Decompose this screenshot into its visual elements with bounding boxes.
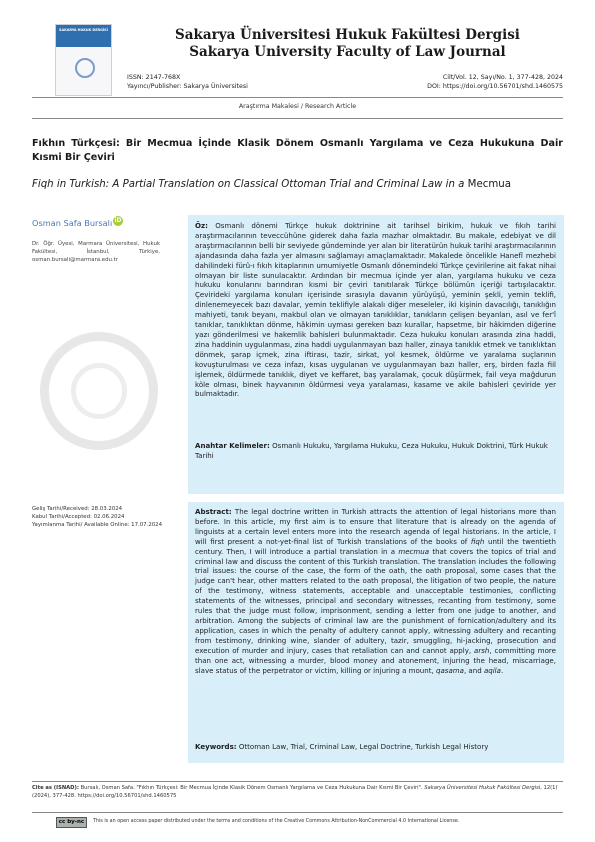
issn: ISSN: 2147-768X <box>127 74 181 81</box>
journal-title-tr: Sakarya Üniversitesi Hukuk Fakültesi Dergisi <box>175 27 520 43</box>
date-received: Geliş Tarihi/Received: 28.03.2024 <box>32 506 123 512</box>
title-en-italic: in Turkish: A Partial Translation on Classical Ottoman Trial and Criminal Law in a <box>53 179 468 190</box>
citation-journal: Sakarya Üniversitesi Hukuk Fakültesi Dergisi <box>424 785 541 791</box>
abstract-en-italic: arsh <box>474 645 490 655</box>
cover-seal-icon <box>75 58 95 78</box>
doi-link[interactable]: DOI: https://doi.org/10.56701/shd.1460575 <box>427 83 563 90</box>
abstract-en-italic: mecmua <box>398 546 430 556</box>
keywords-en-label: Keywords: <box>195 742 237 751</box>
abstract-en-italic: fiqh <box>470 536 485 546</box>
divider <box>32 118 563 119</box>
cc-license-icon[interactable]: cc by-nc <box>56 817 87 828</box>
author-name[interactable]: Osman Safa Bursalı <box>32 218 113 228</box>
volume-info: Cilt/Vol. 12, Sayı/No. 1, 377-428, 2024 <box>442 74 563 81</box>
abstract-en-text: . <box>500 665 504 675</box>
abstract-en-text: , and <box>463 665 484 675</box>
keywords-tr-text: Osmanlı Hukuku, Yargılama Hukuku, Ceza Hukuku, Hukuk Doktrini, Türk Hukuk Tarihi <box>195 441 548 460</box>
journal-cover-thumbnail <box>55 24 112 96</box>
date-accepted: Kabul Tarihi/Accepted: 02.06.2024 <box>32 514 125 521</box>
abstract-tr <box>195 221 556 399</box>
citation-text: Bursalı, Osman Safa. "Fıkhın Türkçesi: Bir Mecmua İçinde Klasik Dönem Osmanlı Yargılama ve Ceza Hukukuna Dair Kısmi Bir Çeviri". <box>78 785 425 791</box>
license-text: This is an open access paper distributed under the terms and conditions of the Creative Commons Attribution-NonCommercial 4.0 International License. <box>93 819 460 824</box>
article-dates <box>32 505 172 529</box>
citation-label: Cite as (ISNAD): <box>32 785 79 791</box>
abstract-en-text: The legal doctrine written in Turkish attracts the attention of legal historians more than before. In this article, my first aim is to ensure that literature that is already on the agenda of linguists at a certain level enters more into the research agenda of legal historians. In the article, I will first present a not-yet-final list of Turkish translations of the books of <box>195 507 556 546</box>
abstract-tr-box <box>188 215 564 494</box>
article-type: Araştırma Makalesi / Research Article <box>238 103 357 110</box>
abstract-en-label: Abstract: <box>195 507 232 516</box>
divider <box>32 812 563 813</box>
publisher: Yayıncı/Publisher: Sakarya Üniversitesi <box>127 83 248 90</box>
abstract-en-text: , committing more than one act, witnessing a murder, blood money and atonement, injuring the head, miscarriage, slave status of the perpetrator or victim, killing or injuring a mount, <box>195 645 556 675</box>
abstract-tr-text: Osmanlı dönemi Türkçe hukuk doktrinine ait tarihsel birikim, hukuk ve fıkıh tarihi araştırmacılarının teveccühüne giderek daha fazla mazhar olmaktadır. Bu makale, edebiyat ve dil araştırmacılarının belli bir seviyede gündeminde yer alan bir literatürün hukuk tarihi araştırmacılarının ajandasında daha fazla yer almasını sağlamayı amaçlamaktadır. Makalede öncelikle Hanefî mezhebi dahilindeki fürû-ı fıkıh kitaplarının umumiyetle Osmanlı dönemindeki Türkçe çevirilerine ait fakat nihai olmayan bir liste sunulacaktır. Ardından bir mecmua içinde yer alan, yargılama hukuku ve ceza hukuku konularını barındıran kısmi bir çeviri tanıtılarak Türkçe bölümün içeriği tartışılacaktır. Çevirideki yargılama konuları içerisinde sırasıyla davanın yürüyüşü, yeminin şekli, yemin teklifi, dinlenemeyecek bazı davalar, yemin teklifiyle alakalı diğer meseleler, iki kişinin davacılığı, tanıklığın mahiyeti, tanık beyanı, makbul olan ve olmayan tanıklıklar, tanıkların çelişen beyanları, asıl ve fer'î tanıklar, tanıklıktan dönme, hâkimin uyması gereken bazı kurallar, hapsetme, bir hâkimden diğerine yazı gönderilmesi ve hakemlik bahisleri bulunmaktadır. Ceza hukuku konuları arasında zina haddi, zina haddinin uygulanması, zina haddi uygulanmayan bazı haller, zinaya tanıklık etmek ve tanıklıktan dönmek, şarap içmek, zina iftirası, tazir, sirkat, yol kesmek, öldürme ve yaralama suçlarının kovuşturulması ve ceza infazı, kısas uygulanan ve uygulanmayan bazı haller, erş, birden fazla fiil işlemek, öldürmede tanıklık, diyet ve keffaret, baş yaralamak, çocuk düşürmek, fail veya mağdurun köle olması, binek hayvanının öldürmesi veya yaralaması, kasame ve akile bahisleri çeviride yer bulmaktadır. <box>195 221 556 399</box>
title-tr: Fıkhın Türkçesi: Bir Mecmua İçinde Klasik Dönem Osmanlı Yargılama ve Ceza Hukukuna Dair Kısmi Bir Çeviri <box>32 138 563 163</box>
keywords-tr <box>195 441 556 461</box>
abstract-en-text: until the twentieth century. Then, I will introduce a partial translation in a <box>195 536 556 556</box>
divider <box>32 97 563 98</box>
title-en-word: Mecmua <box>467 179 511 190</box>
watermark-logo-icon <box>40 332 158 450</box>
keywords-tr-label: Anahtar Kelimeler: <box>195 441 270 450</box>
abstract-en-italic: aqila <box>483 665 501 675</box>
title-en-italic: Fiqh <box>32 179 54 190</box>
abstract-tr-label: Öz: <box>195 221 208 230</box>
citation <box>32 785 563 801</box>
keywords-en <box>195 742 556 752</box>
citation-text: , 12(1) (2024), 377-428. https://doi.org/10.56701/shd.1460575 <box>32 785 558 799</box>
title-en <box>32 178 563 192</box>
orcid-icon[interactable]: iD <box>114 217 122 224</box>
keywords-en-text: Ottoman Law, Trial, Criminal Law, Legal Doctrine, Turkish Legal History <box>236 742 489 751</box>
date-online: Yayımlanma Tarihi/ Available Online: 17.07.2024 <box>32 522 163 529</box>
journal-title-en: Sakarya University Faculty of Law Journal <box>189 44 506 60</box>
divider <box>32 781 563 782</box>
cover-title: SAKARYA HUKUK DERGİSİ <box>59 28 108 32</box>
abstract-en-text: that covers the topics of trial and criminal law and discuss the content of this Turkish translation. The translation includes the following trial issues: the course of the case, the form of the oath, the oath proposal, some cases that the judge can't hear, other matters related to the oath proposal, the litigation of two people, the nature of the testimony, witness statements, acceptable and unacceptable testimonies, conflicting statements of the witnesses, principal and secondary witnesses, recanting from testimony, some rules that the judge must follow, imprisonment, sending a letter from one judge to another, and arbitration. Among the subjects of criminal law are the punishment of fornication/adultery and its application, cases in which the penalty of adultery cannot apply, witnessing adultery and recanting from testimony, drinking wine, slander of adultery, tazir, smuggling, hi-jacking, prosecution and execution of murder and injury, cases that retaliation can and cannot apply, <box>195 546 556 655</box>
abstract-en <box>195 507 556 675</box>
watermark-inner <box>71 363 127 419</box>
author-affiliation: Dr. Öğr. Üyesi, Marmara Üniversitesi, Hukuk Fakültesi, İstanbul, Türkiye, osman.bursali@marmara.edu.tr <box>32 241 160 264</box>
abstract-en-italic: qasama <box>435 665 464 675</box>
abstract-en-box <box>188 502 564 763</box>
